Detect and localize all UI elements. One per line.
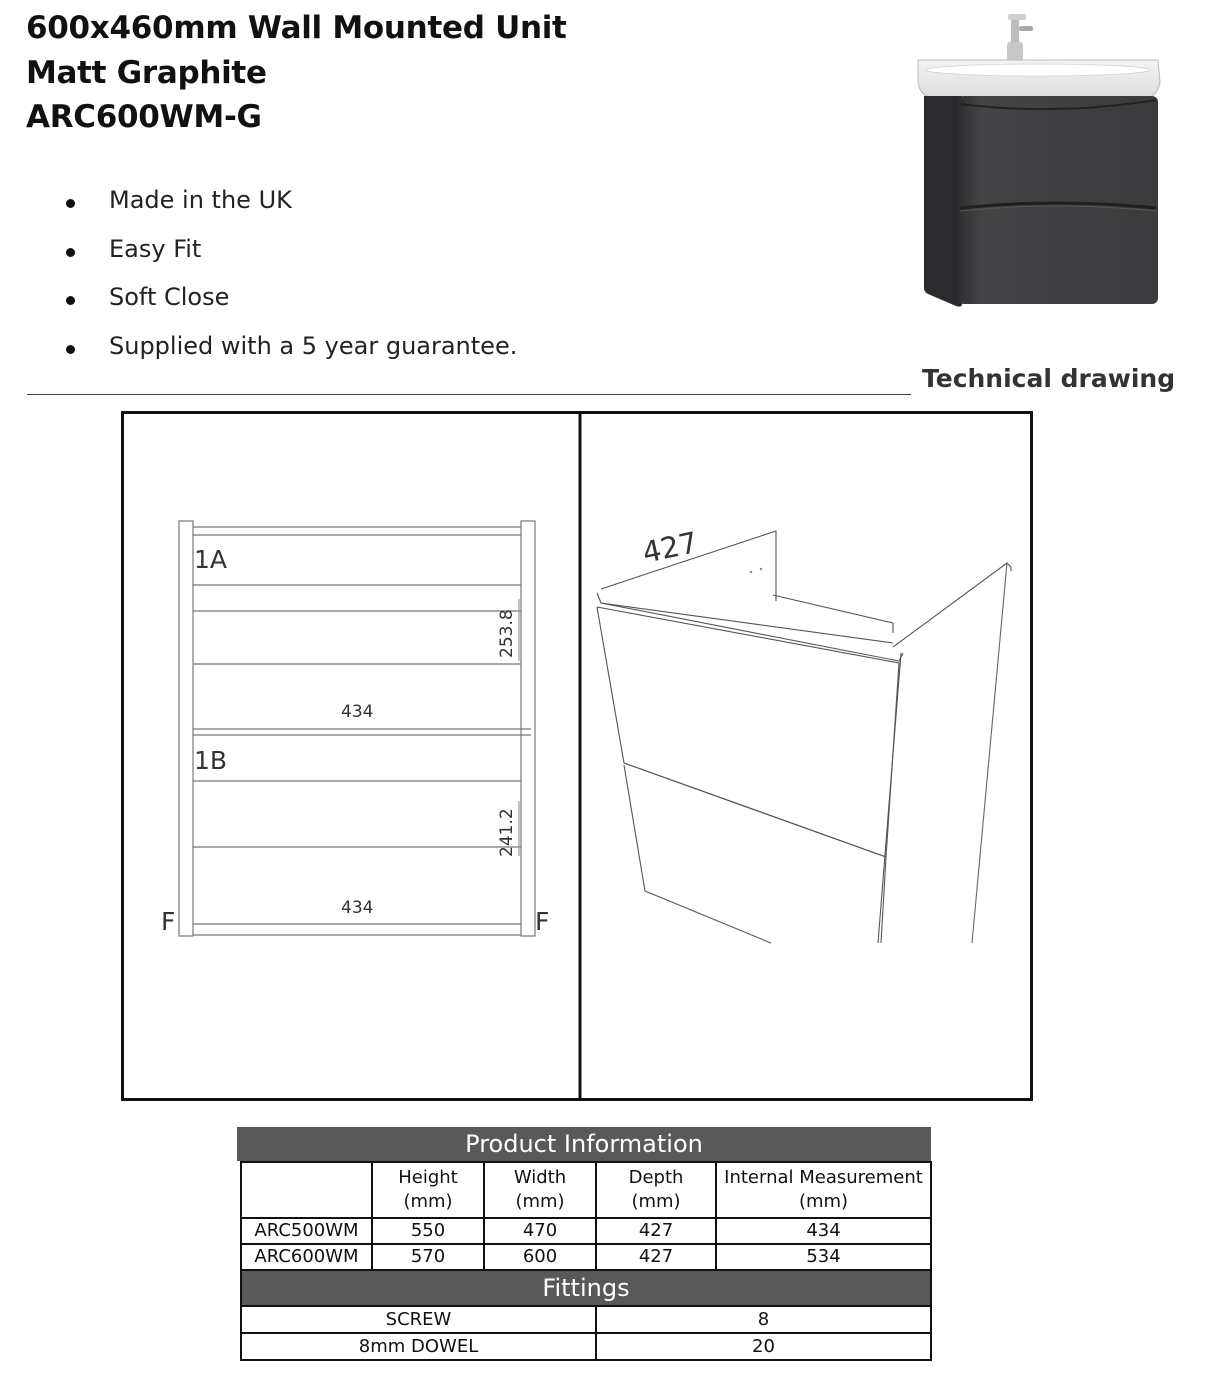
fitting-qty: 8 [596,1306,931,1333]
depth-cell: 427 [596,1244,716,1270]
drawer-1a-width: 434 [341,702,374,722]
drawer-1a-height: 253.8 [497,609,517,658]
fittings-title-row [241,1270,931,1306]
bullet-icon [66,296,75,305]
product-info-table [240,1161,932,1361]
table-header: Width (mm) [484,1162,596,1218]
internal-cell: 434 [716,1218,931,1244]
table-header: Depth (mm) [596,1162,716,1218]
fitting-name: SCREW [241,1306,596,1333]
feature-text: Supplied with a 5 year guarantee. [109,331,518,360]
table-row [241,1218,931,1244]
table-header: Internal Measurement (mm) [716,1162,931,1218]
feature-text: Made in the UK [109,186,292,214]
technical-drawing [121,411,1033,1101]
table-header: Height (mm) [372,1162,484,1218]
height-cell: 570 [372,1244,484,1270]
bullet-icon [66,199,75,208]
tap-icon [1007,14,1033,62]
depth-cell: 427 [596,1218,716,1244]
drawer-1a-label: 1A [194,545,228,574]
table-row [241,1244,931,1270]
drawer-1b-height: 241.2 [497,808,517,857]
product-title: 600x460mm Wall Mounted Unit [26,10,567,46]
drawer-1b-width: 434 [341,898,374,918]
right-fixing-label: F [535,907,550,936]
left-fixing-label: F [161,907,176,936]
fitting-name: 8mm DOWEL [241,1333,596,1360]
width-cell: 600 [484,1244,596,1270]
product-code: ARC600WM-G [26,99,262,135]
section-heading: Technical drawing [922,364,1176,393]
fittings-row [241,1306,931,1333]
bullet-icon [66,345,75,354]
product-info-title: Product Information [237,1127,931,1161]
internal-cell: 534 [716,1244,931,1270]
model-cell: ARC600WM [241,1244,372,1270]
section-divider [27,394,911,395]
drawer-1b-label: 1B [194,746,228,775]
model-cell: ARC500WM [241,1218,372,1244]
height-cell: 550 [372,1218,484,1244]
fittings-title: Fittings [241,1270,931,1306]
bullet-icon [66,248,75,257]
fitting-qty: 20 [596,1333,931,1360]
feature-text: Easy Fit [109,234,202,263]
depth-dimension-label: 427 [639,525,701,570]
table-header-row [241,1162,931,1218]
product-finish: Matt Graphite [26,55,267,91]
feature-text: Soft Close [109,283,230,311]
product-image [910,12,1170,312]
width-cell: 470 [484,1218,596,1244]
fittings-row [241,1333,931,1360]
table-header [241,1162,372,1218]
